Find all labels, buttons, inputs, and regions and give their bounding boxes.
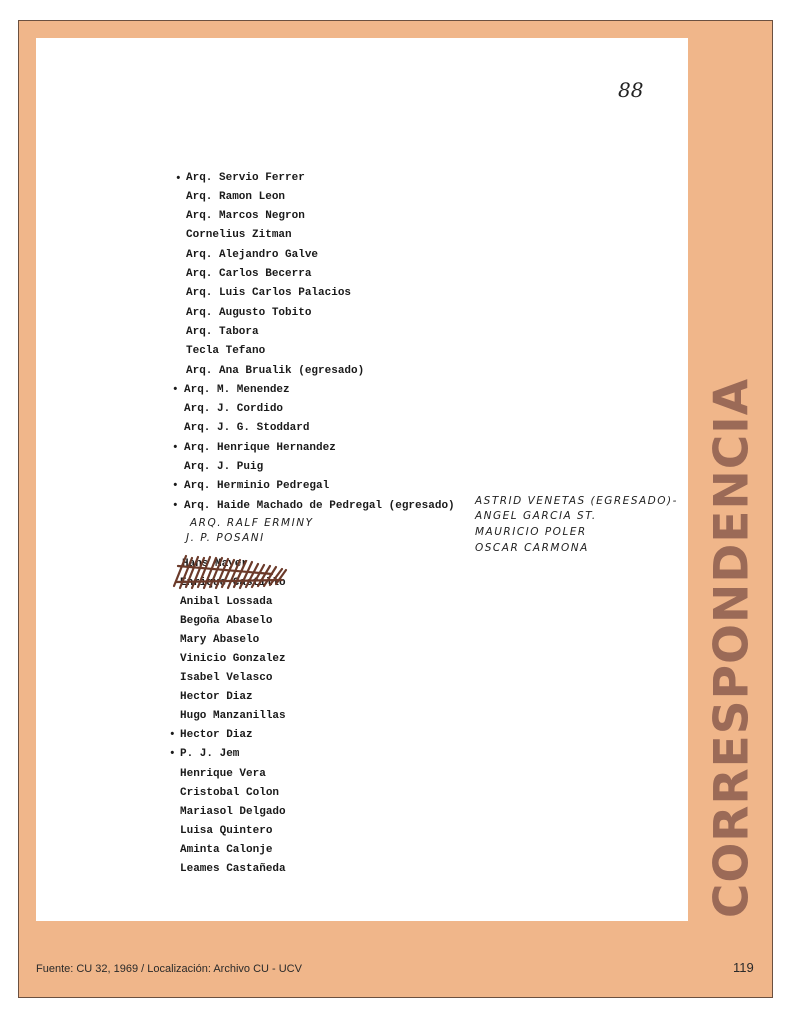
bullet-mark: • (172, 384, 179, 396)
list-item: Arq. J. Cordido (184, 403, 284, 415)
list-item: Arq. Luis Carlos Palacios (186, 287, 352, 299)
list-item: Begoña Abaselo (180, 615, 273, 627)
struck-name: Hans Mayer (182, 558, 249, 570)
list-item: Hugo Manzanillas (180, 710, 286, 722)
list-item: Arq. Henrique Hernandez (184, 442, 336, 454)
handwritten-note: ANGEL GARCIA ST. (475, 510, 597, 522)
list-item: Vinicio Gonzalez (180, 653, 286, 665)
list-item: Arq. Haide Machado de Pedregal (egresado) (184, 500, 455, 512)
scribble-strikeout (172, 552, 292, 590)
bullet-mark: • (172, 480, 179, 492)
list-item: Arq. M. Menendez (184, 384, 290, 396)
list-item: Arq. Carlos Becerra (186, 268, 312, 280)
list-item: Arq. Ana Brualik (egresado) (186, 365, 365, 377)
list-item: Arq. Servio Ferrer (186, 172, 305, 184)
section-title-vertical: CORRESPONDENCIA (704, 377, 760, 919)
handwritten-note: MAURICIO POLER (475, 526, 587, 538)
list-item: Arq. Marcos Negron (186, 210, 305, 222)
list-item: Mary Abaselo (180, 634, 260, 646)
list-item: Leames Castañeda (180, 863, 286, 875)
handwritten-note: J. P. POSANI (186, 532, 265, 544)
list-item: Hector Diaz (180, 691, 253, 703)
scanned-document-sheet (36, 38, 688, 921)
bullet-mark: • (172, 500, 179, 512)
list-item: Anibal Lossada (180, 596, 273, 608)
footer-page-number: 119 (733, 960, 754, 975)
handwritten-page-number: 88 (618, 78, 644, 102)
list-item: Arq. Tabora (186, 326, 259, 338)
list-item: Arq. J. Puig (184, 461, 264, 473)
list-item: Arq. Alejandro Galve (186, 249, 319, 261)
struck-name: Enrique Castillo (180, 577, 286, 589)
list-item: Arq. Ramon Leon (186, 191, 286, 203)
handwritten-note: ASTRID VENETAS (EGRESADO)- (475, 495, 678, 507)
bullet-mark: • (169, 729, 176, 741)
list-item: Arq. J. G. Stoddard (184, 422, 310, 434)
list-item: Henrique Vera (180, 768, 266, 780)
footer-source: Fuente: CU 32, 1969 / Localización: Archivo CU - UCV (36, 963, 302, 975)
list-item: Cornelius Zitman (186, 229, 292, 241)
list-item: Aminta Calonje (180, 844, 273, 856)
list-item: P. J. Jem (180, 748, 240, 760)
handwritten-note: ARQ. RALF ERMINY (190, 517, 314, 529)
list-item: Cristobal Colon (180, 787, 280, 799)
handwritten-note: OSCAR CARMONA (475, 542, 589, 554)
list-item: Arq. Herminio Pedregal (184, 480, 330, 492)
list-item: Isabel Velasco (180, 672, 273, 684)
bullet-mark: • (172, 442, 179, 454)
list-item: Hector Diaz (180, 729, 253, 741)
bullet-mark: • (175, 173, 182, 185)
bullet-mark: • (169, 748, 176, 760)
list-item: Luisa Quintero (180, 825, 273, 837)
list-item: Tecla Tefano (186, 345, 266, 357)
list-item: Arq. Augusto Tobito (186, 307, 312, 319)
list-item: Mariasol Delgado (180, 806, 286, 818)
